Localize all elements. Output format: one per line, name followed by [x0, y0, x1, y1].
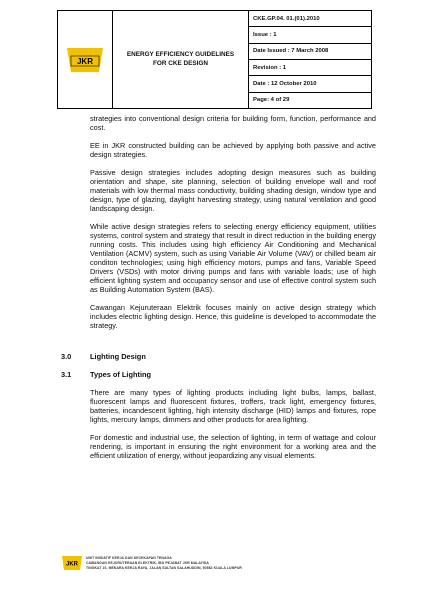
paragraph: EE in JKR constructed building can be achieved by applying both passive and active design strategies.: [90, 141, 376, 159]
doc-number: CKE.GP.04. 01.(01).2010: [249, 11, 371, 27]
jkr-footer-logo-text: JKR: [65, 561, 79, 568]
paragraph: While active design strategies refers to selecting energy efficiency equipment, utilities systems, control system and strategy that result in direct reduction in the building energy running costs. This includes using high efficiency Air Conditioning and Mechanical Ventilation (ACMV) system, such as using Variable Air Volume (VAV) or chilled beam air conditon technologies; using high efficiency motors, pumps and fans, Variable Speed Drivers (VSDs) with motor driving pumps and fans with variable loads; use of high efficient lighting system and occupancy sensor and use of effective control system such as Building Automation System (BAS).: [90, 222, 376, 294]
title-line-1: ENERGY EFFICIENCY GUIDELINES: [126, 51, 235, 58]
document-body: [61, 114, 376, 469]
section-heading-types-of-lighting: [61, 370, 376, 379]
paragraph: There are many types of lighting products including light bulbs, lamps, ballast, fluorescent lamps and fluorescent fixtures, troffers, track light, emergency fixtures, batteries, incandescent lighting, high intensity discharge (HID) lamps and fixtures, rope lights, mercury lamps, dimmers and other products for area lighting.: [90, 388, 376, 424]
revision-number: Revision : 1: [249, 60, 371, 76]
section-gap: [90, 339, 376, 352]
footer-line-3: TINGKAT 10, MENARA KERJA RAYA, JALAN SULTAN SALAHUDDIN, 50582 KUALA LUMPUR: [86, 566, 242, 570]
footer-line-1: UNIT INISIATIF KERJA DAN KECEKAPAN TENAGA: [86, 556, 172, 560]
date-issued: Date Issued : 7 March 2008: [249, 44, 371, 60]
document-header: [57, 10, 372, 109]
footer-line-2: CAWANGAN KEJURUTERAAN ELEKTRIK, IBU PEJABAT JKR MALAYSIA: [86, 561, 209, 565]
section-title: Lighting Design: [90, 352, 146, 361]
title-line-2: FOR CKE DESIGN: [152, 59, 209, 67]
paragraph: strategies into conventional design criteria for building form, function, performance and cost.: [90, 114, 376, 132]
jkr-footer-logo-icon: [61, 555, 83, 571]
section-title: Types of Lighting: [90, 370, 152, 379]
footer-address: [86, 552, 242, 582]
page-number: Page: 4 of 29: [253, 97, 290, 104]
paragraph: For domestic and industrial use, the selection of lighting, in term of wattage and colour rendering, is important in ensuring the right environment for a working area and the efficient utilization of energy, without jeopardizing any visual elements.: [90, 433, 376, 460]
paragraph: Cawangan Kejuruteraan Elektrik focuses mainly on active design strategy which includes electric lighting design. Hence, this guideline is developed to accommodate the strategy.: [90, 303, 376, 330]
section-heading-lighting-design: [61, 352, 376, 361]
revision-date: Date : 12 October 2010: [249, 76, 371, 92]
jkr-logo-icon: [65, 45, 105, 75]
section-number: 3.0: [61, 352, 72, 361]
issue-number: Issue : 1: [249, 27, 371, 43]
document-meta: [249, 11, 371, 108]
jkr-logo-text: JKR: [76, 56, 94, 66]
paragraph: Passive design strategies includes adopting design measures such as building orientation and shape, site planning, selection of building envelope wall and roof materials with low thermal mass conductivity, building shading design, window type and design, type of glazing, daylight harvesting strategy, using natural ventilation and good landscaping design.: [90, 168, 376, 213]
section-number: 3.1: [61, 370, 72, 379]
document-title: [113, 11, 249, 108]
document-footer: [58, 552, 358, 582]
header-logo-cell: [58, 11, 113, 108]
footer-logo-cell: [58, 552, 86, 582]
